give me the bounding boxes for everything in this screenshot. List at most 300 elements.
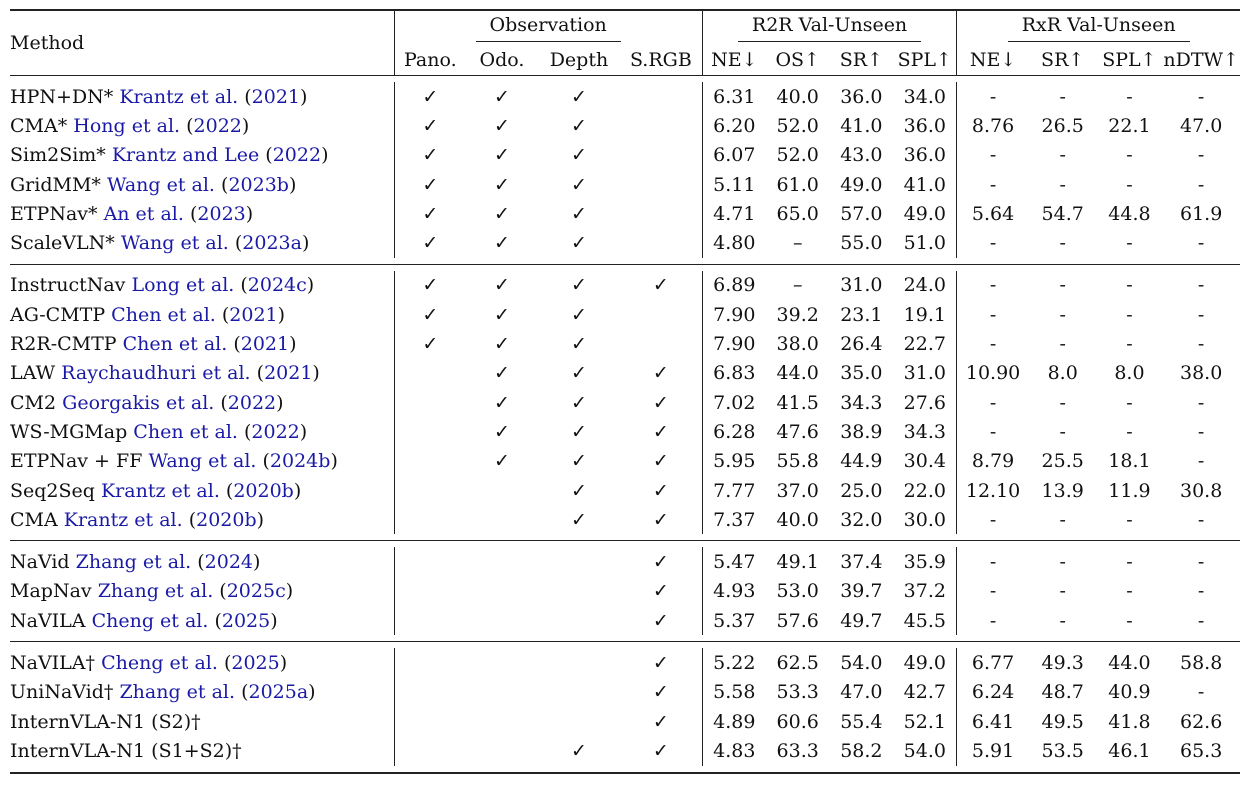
citation-author-link[interactable]: Chen et al. (133, 420, 238, 443)
r2r-value: 42.7 (903, 681, 946, 704)
r2r-value: 6.83 (702, 359, 766, 388)
rxr-value: 62.6 (1179, 710, 1223, 733)
rxr-value: - (1126, 551, 1133, 574)
r2r-value: 34.0 (903, 85, 946, 108)
r2r-value: 43.0 (840, 144, 883, 167)
observation-check: ✓ (652, 420, 669, 443)
citation-author-link[interactable]: Krantz and Lee (111, 144, 260, 167)
observation-check (466, 547, 538, 576)
table-row (10, 648, 1240, 677)
rxr-value: - (1059, 609, 1066, 632)
method-name: AG-CMTP (10, 303, 106, 326)
col-header: SR↑ (1041, 49, 1085, 71)
observation-check: ✓ (571, 274, 587, 297)
r2r-value: 39.2 (776, 303, 819, 326)
rxr-value: - (1059, 420, 1066, 443)
rxr-value: 13.9 (1041, 479, 1084, 502)
rxr-value: 49.3 (1041, 651, 1084, 674)
observation-check (394, 388, 466, 417)
r2r-value: 62.5 (776, 651, 819, 674)
observation-check: ✓ (493, 391, 510, 414)
rxr-value: - (957, 170, 1029, 199)
citation-year-link[interactable]: 2023 (197, 202, 246, 225)
method-name: Sim2Sim* (10, 144, 106, 167)
observation-check: ✓ (571, 202, 587, 225)
r2r-value: 30.4 (903, 450, 946, 473)
table-row (10, 388, 1240, 417)
citation-author-link[interactable]: Hong et al. (73, 114, 181, 137)
observation-check (394, 359, 466, 388)
r2r-value: 31.0 (840, 274, 883, 297)
rxr-value: - (1197, 303, 1205, 326)
rxr-value: 61.9 (1179, 202, 1223, 225)
rxr-value: 38.0 (1179, 362, 1223, 385)
col-header: Depth (549, 49, 609, 71)
method-cell: GridMM* Wang et al. (2023b) (10, 173, 297, 196)
method-cell: ETPNav* An et al. (2023) (10, 202, 254, 225)
citation-year-link[interactable]: 2025c (226, 580, 286, 603)
method-cell: R2R-CMTP Chen et al. (2021) (10, 333, 297, 356)
observation-check (620, 228, 702, 257)
observation-check: ✓ (571, 333, 587, 356)
citation-author-link[interactable]: An et al. (103, 202, 184, 225)
r2r-value: 37.2 (903, 580, 946, 603)
citation-author-link[interactable]: Chen et al. (111, 303, 216, 326)
observation-check: ✓ (652, 580, 669, 603)
observation-check: ✓ (571, 391, 587, 414)
rxr-value: 26.5 (1041, 114, 1084, 137)
rxr-value: - (957, 300, 1029, 329)
rxr-value: 54.7 (1041, 202, 1084, 225)
method-name: NaVILA (10, 609, 86, 632)
observation-check: ✓ (571, 450, 587, 473)
observation-check (620, 141, 702, 170)
observation-check (466, 577, 538, 606)
rxr-value: - (1126, 508, 1133, 531)
results-table (10, 9, 1240, 774)
citation-year-link[interactable]: 2025 (231, 651, 280, 674)
observation-check (394, 606, 466, 635)
rxr-value: 44.8 (1108, 202, 1151, 225)
method-name: CMA* (10, 114, 68, 137)
citation-year-link[interactable]: 2021 (264, 362, 313, 385)
rxr-value: - (1197, 508, 1205, 531)
method-name: CM2 (10, 391, 57, 414)
r2r-value: 40.0 (776, 85, 819, 108)
r2r-value: 49.0 (903, 651, 946, 674)
r2r-value: 55.8 (776, 450, 819, 473)
table-row (10, 547, 1240, 576)
citation-author-link[interactable]: Cheng et al. (101, 651, 218, 674)
col-header: SPL↑ (897, 49, 952, 71)
r2r-value: 49.0 (840, 173, 883, 196)
rxr-value: 11.9 (1108, 479, 1151, 502)
r2r-value: 36.0 (903, 144, 946, 167)
observation-check: ✓ (493, 362, 510, 385)
citation-year-link[interactable]: 2020b (233, 479, 294, 502)
col-header: Pano. (394, 45, 466, 76)
citation-author-link[interactable]: Zhang et al. (119, 681, 236, 704)
rxr-value: 8.0 (1114, 362, 1145, 385)
r2r-value: 7.02 (702, 388, 766, 417)
r2r-value: 35.0 (840, 362, 883, 385)
citation-year-link[interactable]: 2022 (272, 144, 322, 167)
citation-year-link[interactable]: 2021 (229, 303, 278, 326)
observation-check (394, 577, 466, 606)
col-header: SR↑ (839, 49, 883, 71)
rxr-value: - (1197, 391, 1205, 414)
rxr-value: 40.9 (1108, 681, 1151, 704)
method-cell (10, 736, 394, 765)
r2r-value: 7.77 (702, 476, 766, 505)
observation-check: ✓ (571, 508, 587, 531)
observation-check (466, 505, 538, 534)
citation-year-link[interactable]: 2023b (228, 173, 289, 196)
citation-year-link[interactable]: 2022 (227, 391, 277, 414)
r2r-value: 5.95 (702, 447, 766, 476)
observation-check (620, 199, 702, 228)
col-header: NE↓ (702, 45, 766, 76)
r2r-value: 4.83 (702, 736, 766, 765)
r2r-value: 26.4 (840, 333, 883, 356)
rxr-value: - (1059, 85, 1066, 108)
r2r-value: 25.0 (840, 479, 883, 502)
rxr-value: - (1197, 173, 1205, 196)
table-row (10, 199, 1240, 228)
rxr-value: 8.76 (957, 111, 1029, 140)
method-cell (10, 707, 394, 736)
observation-check: ✓ (652, 479, 669, 502)
citation-author-link[interactable]: Krantz et al. (100, 479, 220, 502)
citation-author-link[interactable]: Chen et al. (122, 333, 228, 356)
observation-check (394, 736, 466, 765)
method-cell: Sim2Sim* Krantz and Lee (2022) (10, 144, 329, 167)
citation-year-link[interactable]: 2021 (240, 333, 290, 356)
observation-check: ✓ (493, 450, 510, 473)
rxr-value: - (957, 271, 1029, 300)
rxr-value: 41.8 (1108, 710, 1151, 733)
citation-author-link[interactable]: Wang et al. (106, 173, 215, 196)
method-cell: AG-CMTP Chen et al. (2021) (10, 303, 286, 326)
method-cell: LAW Raychaudhuri et al. (2021) (10, 362, 320, 385)
r2r-value: 60.6 (776, 710, 819, 733)
rxr-value: - (1197, 609, 1205, 632)
observation-check: ✓ (571, 114, 587, 137)
r2r-value: 7.90 (702, 300, 766, 329)
observation-check: ✓ (652, 274, 669, 297)
citation-author-link[interactable]: Cheng et al. (91, 609, 209, 632)
r2r-value: 4.89 (702, 707, 766, 736)
rxr-value: 48.7 (1041, 681, 1084, 704)
r2r-value: 49.0 (903, 202, 946, 225)
r2r-value: 6.20 (702, 111, 766, 140)
col-header: SPL↑ (1102, 49, 1157, 71)
r2r-value: – (792, 274, 803, 297)
method-name: Seq2Seq (10, 479, 95, 502)
r2r-value: 47.0 (840, 681, 883, 704)
r2r-value: 41.0 (903, 173, 946, 196)
citation-author-link[interactable]: Zhang et al. (97, 580, 214, 603)
citation-year-link[interactable]: 2023a (242, 232, 302, 255)
r2r-value: 52.0 (776, 144, 819, 167)
observation-check: ✓ (493, 232, 510, 255)
r2r-value: 5.11 (702, 170, 766, 199)
rxr-value: - (957, 228, 1029, 257)
col-header: Odo. (479, 49, 525, 71)
r2r-value: 24.0 (903, 274, 946, 297)
r2r-value: 30.0 (903, 508, 946, 531)
method-name: ETPNav* (10, 202, 98, 225)
r2r-value: 36.0 (903, 114, 946, 137)
observation-check: ✓ (652, 681, 669, 704)
r2r-value: 5.58 (702, 678, 766, 707)
citation-year-link[interactable]: 2024b (269, 450, 331, 473)
citation-author-link[interactable]: Krantz et al. (63, 508, 183, 531)
header-group-observation: Observation (476, 14, 621, 42)
table-row (10, 678, 1240, 707)
r2r-value: 63.3 (776, 739, 819, 762)
observation-check: ✓ (652, 551, 669, 574)
rxr-value: - (1197, 681, 1205, 704)
observation-check: ✓ (493, 202, 510, 225)
rxr-value: 5.91 (957, 736, 1029, 765)
r2r-value: – (792, 232, 803, 255)
rxr-value: - (957, 606, 1029, 635)
r2r-value: 5.22 (702, 648, 766, 677)
table-row (10, 577, 1240, 606)
method-cell: NaVILA† Cheng et al. (2025) (10, 651, 288, 674)
observation-check (466, 648, 538, 677)
rxr-value: - (1197, 144, 1205, 167)
table-row (10, 170, 1240, 199)
method-cell: ScaleVLN* Wang et al. (2023a) (10, 232, 310, 255)
table-row (10, 606, 1240, 635)
observation-check (394, 648, 466, 677)
r2r-value: 57.6 (776, 609, 819, 632)
r2r-value: 54.0 (840, 651, 883, 674)
citation-year-link[interactable]: 2025 (221, 609, 271, 632)
observation-check: ✓ (571, 420, 587, 443)
citation-year-link[interactable]: 2025a (248, 681, 309, 704)
rxr-value: 10.90 (957, 359, 1029, 388)
observation-check (538, 678, 620, 707)
observation-check: ✓ (394, 228, 466, 257)
observation-check: ✓ (493, 85, 510, 108)
observation-check (466, 606, 538, 635)
rxr-value: 18.1 (1108, 450, 1151, 473)
rxr-value: 25.5 (1041, 450, 1084, 473)
r2r-value: 40.0 (776, 508, 819, 531)
rxr-value: - (1197, 580, 1205, 603)
rxr-value: 44.0 (1108, 651, 1151, 674)
observation-check: ✓ (493, 274, 510, 297)
rxr-value: 65.3 (1179, 739, 1223, 762)
citation-author-link[interactable]: Krantz et al. (119, 85, 239, 108)
rxr-value: 53.5 (1041, 739, 1084, 762)
rxr-value: - (1126, 391, 1133, 414)
observation-check (394, 547, 466, 576)
table-row (10, 417, 1240, 446)
observation-check (620, 82, 702, 111)
observation-check: ✓ (571, 362, 587, 385)
col-header: S.RGB (629, 49, 692, 71)
r2r-value: 22.0 (903, 479, 946, 502)
observation-check (394, 476, 466, 505)
citation-author-link[interactable]: Wang et al. (120, 232, 229, 255)
method-name: MapNav (10, 580, 92, 603)
observation-check: ✓ (571, 739, 587, 762)
r2r-value: 6.89 (702, 271, 766, 300)
rxr-value: - (1126, 144, 1133, 167)
observation-check: ✓ (493, 173, 510, 196)
r2r-value: 35.9 (903, 551, 946, 574)
citation-year-link[interactable]: 2022 (193, 114, 242, 137)
r2r-value: 52.1 (903, 710, 946, 733)
rxr-value: 8.79 (957, 447, 1029, 476)
r2r-value: 57.0 (840, 202, 883, 225)
observation-check: ✓ (394, 271, 466, 300)
table-row (10, 736, 1240, 765)
observation-check: ✓ (571, 173, 587, 196)
method-cell: InstructNav Long et al. (2024c) (10, 274, 315, 297)
method-name: CMA (10, 508, 58, 531)
observation-check (466, 736, 538, 765)
observation-check: ✓ (652, 651, 669, 674)
observation-check: ✓ (652, 450, 669, 473)
rxr-value: - (1126, 232, 1133, 255)
observation-check: ✓ (571, 85, 587, 108)
r2r-value: 31.0 (903, 362, 946, 385)
method-name: NaVid (10, 551, 70, 574)
r2r-value: 54.0 (903, 739, 946, 762)
r2r-value: 38.9 (840, 420, 883, 443)
observation-check (466, 707, 538, 736)
rxr-value: 49.5 (1041, 710, 1084, 733)
observation-check (538, 547, 620, 576)
method-cell: MapNav Zhang et al. (2025c) (10, 580, 294, 603)
observation-check: ✓ (652, 710, 669, 733)
r2r-value: 5.47 (702, 547, 766, 576)
r2r-value: 23.1 (840, 303, 883, 326)
rxr-value: - (1059, 508, 1066, 531)
citation-author-link[interactable]: Long et al. (131, 274, 235, 297)
citation-year-link[interactable]: 2024 (204, 551, 254, 574)
table-row (10, 359, 1240, 388)
method-name: UniNaVid† (10, 681, 114, 704)
rxr-value: 30.8 (1179, 479, 1223, 502)
rxr-value: - (1059, 303, 1066, 326)
col-header: OS↑ (775, 49, 820, 71)
observation-check: ✓ (394, 329, 466, 358)
observation-check (538, 577, 620, 606)
citation-year-link[interactable]: 2020b (196, 508, 257, 531)
rxr-value: - (1059, 274, 1066, 297)
rxr-value: - (1197, 274, 1205, 297)
citation-author-link[interactable]: Raychaudhuri et al. (61, 362, 251, 385)
col-header: NE↓ (957, 45, 1029, 76)
citation-author-link[interactable]: Wang et al. (148, 450, 257, 473)
method-name: InternVLA-N1 (S2)† (10, 710, 201, 733)
citation-year-link[interactable]: 2021 (251, 85, 301, 108)
observation-check: ✓ (493, 144, 510, 167)
r2r-value: 37.4 (840, 551, 883, 574)
table-row (10, 141, 1240, 170)
r2r-value: 41.5 (776, 391, 819, 414)
method-name: WS-MGMap (10, 420, 128, 443)
rxr-value: - (1059, 551, 1066, 574)
observation-check (538, 648, 620, 677)
table-row (10, 447, 1240, 476)
r2r-value: 52.0 (776, 114, 819, 137)
rxr-value: - (957, 547, 1029, 576)
observation-check (394, 707, 466, 736)
header-group-rxr: RxR Val-Unseen (1008, 14, 1190, 42)
observation-check: ✓ (394, 141, 466, 170)
rxr-value: - (1126, 85, 1133, 108)
r2r-value: 41.0 (840, 114, 883, 137)
citation-year-link[interactable]: 2022 (251, 420, 300, 443)
table-row (10, 228, 1240, 257)
method-cell: UniNaVid† Zhang et al. (2025a) (10, 681, 316, 704)
observation-check (394, 447, 466, 476)
r2r-value: 34.3 (903, 420, 946, 443)
rxr-value: 6.24 (957, 678, 1029, 707)
r2r-value: 5.37 (702, 606, 766, 635)
rxr-value: 22.1 (1108, 114, 1151, 137)
rxr-value: - (957, 417, 1029, 446)
observation-check (538, 606, 620, 635)
header-method: Method (10, 32, 85, 54)
observation-check: ✓ (394, 170, 466, 199)
r2r-value: 27.6 (903, 391, 946, 414)
citation-year-link[interactable]: 2024c (247, 274, 307, 297)
observation-check: ✓ (493, 420, 510, 443)
observation-check: ✓ (493, 303, 510, 326)
table-row (10, 111, 1240, 140)
rxr-value: - (1059, 580, 1066, 603)
rxr-value: - (957, 505, 1029, 534)
observation-check: ✓ (571, 232, 587, 255)
rxr-value: - (1126, 609, 1133, 632)
observation-check (466, 678, 538, 707)
rxr-value: 5.64 (957, 199, 1029, 228)
method-cell: Seq2Seq Krantz et al. (2020b) (10, 479, 302, 502)
r2r-value: 4.93 (702, 577, 766, 606)
r2r-value: 58.2 (840, 739, 883, 762)
observation-check: ✓ (571, 144, 587, 167)
rxr-value: - (1059, 232, 1066, 255)
r2r-value: 47.6 (776, 420, 819, 443)
rxr-value: 47.0 (1179, 114, 1223, 137)
rxr-value: 6.41 (957, 707, 1029, 736)
citation-author-link[interactable]: Zhang et al. (75, 551, 192, 574)
r2r-value: 38.0 (776, 333, 819, 356)
rxr-value: - (1126, 303, 1133, 326)
r2r-value: 65.0 (776, 202, 819, 225)
method-cell: NaVILA Cheng et al. (2025) (10, 609, 278, 632)
r2r-value: 53.3 (776, 681, 819, 704)
citation-author-link[interactable]: Georgakis et al. (62, 391, 215, 414)
r2r-value: 7.37 (702, 505, 766, 534)
observation-check: ✓ (652, 739, 669, 762)
r2r-value: 6.07 (702, 141, 766, 170)
r2r-value: 44.0 (776, 362, 819, 385)
observation-check: ✓ (394, 199, 466, 228)
r2r-value: 49.1 (776, 551, 819, 574)
table-row (10, 329, 1240, 358)
method-name: GridMM* (10, 173, 101, 196)
rxr-value: - (1126, 173, 1133, 196)
